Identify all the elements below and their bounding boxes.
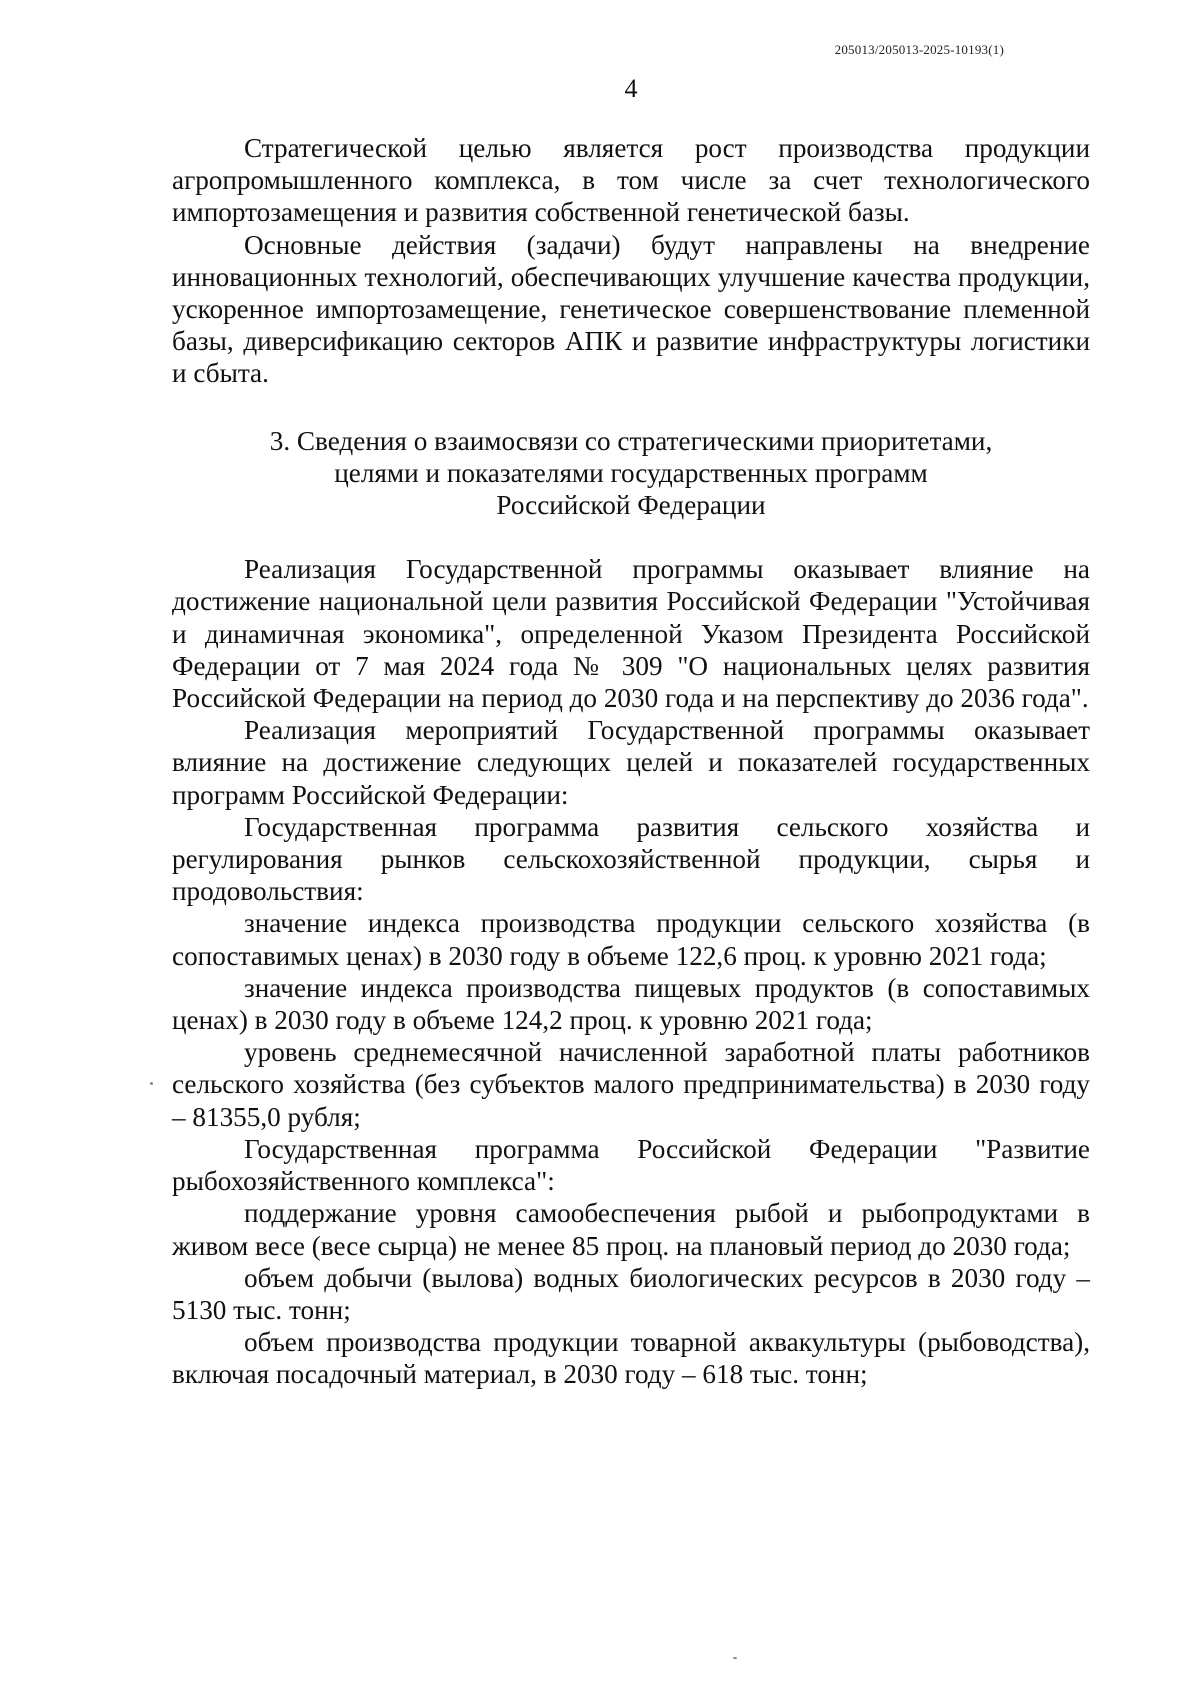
paragraph-salary-level: уровень среднемесячной начисленной заработной платы работников сельского хозяйства (без субъектов малого предпринимательства) в 2030 году – 81355,0 рубля;: [172, 1037, 1090, 1132]
document-id: 205013/205013-2025-10193(1): [834, 42, 1004, 57]
document-body: [172, 132, 1090, 1391]
page-number: 4: [624, 74, 638, 103]
paragraph-national-goal: Реализация Государственной программы оказывает влияние на достижение национальной цели развития Российской Федерации "Устойчивая и динамичная экономика", определенной Указом Президента Российской Федерации от 7 мая 2024 года № 309 "О национальных целях развития Российской Федерации на период до 2030 года и на перспективу до 2036 года".: [172, 554, 1090, 714]
paragraph-fish-self-sufficiency: поддержание уровня самообеспечения рыбой и рыбопродуктами в живом весе (весе сырца) не менее 85 проц. на плановый период до 2030 года;: [172, 1198, 1090, 1261]
paragraph-agri-production-index: значение индекса производства продукции сельского хозяйства (в сопоставимых ценах) в 2030 году в объеме 122,6 проц. к уровню 2021 года;: [172, 908, 1090, 971]
section-heading-line-1: 3. Сведения о взаимосвязи со стратегическими приоритетами,: [269, 425, 993, 456]
paragraph-food-production-index: значение индекса производства пищевых продуктов (в сопоставимых ценах) в 2030 году в объеме 124,2 проц. к уровню 2021 года;: [172, 972, 1090, 1036]
scan-speck: [150, 1082, 153, 1085]
paragraph-aquaculture-volume: объем производства продукции товарной аквакультуры (рыбоводства), включая посадочный материал, в 2030 году – 618 тыс. тонн;: [172, 1327, 1090, 1390]
section-heading-line-2: целями и показателями государственных программ: [334, 457, 928, 488]
paragraph-main-tasks: Основные действия (задачи) будут направлены на внедрение инновационных технологий, обеспечивающих улучшение качества продукции, ускоренное импортозамещение, генетическое совершенствование племенной базы, диверсификацию секторов АПК и развитие инфраструктуры логистики и сбыта.: [172, 229, 1090, 389]
paragraph-fishery-program: Государственная программа Российской Федерации "Развитие рыбохозяйственного комплекса":: [172, 1133, 1090, 1197]
paragraph-program-influence: Реализация мероприятий Государственной программы оказывает влияние на достижение следующих целей и показателей государственных программ Российской Федерации:: [172, 715, 1090, 810]
paragraph-fish-catch-volume: объем добычи (вылова) водных биологических ресурсов в 2030 году – 5130 тыс. тонн;: [172, 1262, 1090, 1325]
section-heading-line-3: Российской Федерации: [496, 490, 766, 521]
scan-speck: [733, 1657, 737, 1659]
section-heading: [172, 425, 1090, 522]
paragraph-strategic-goal: Стратегической целью является рост производства продукции агропромышленного комплекса, в том числе за счет технологического импортозамещения и развития собственной генетической базы.: [172, 133, 1090, 228]
paragraph-agriculture-program: Государственная программа развития сельского хозяйства и регулирования рынков сельскохозяйственной продукции, сырья и продовольствия:: [172, 811, 1090, 907]
